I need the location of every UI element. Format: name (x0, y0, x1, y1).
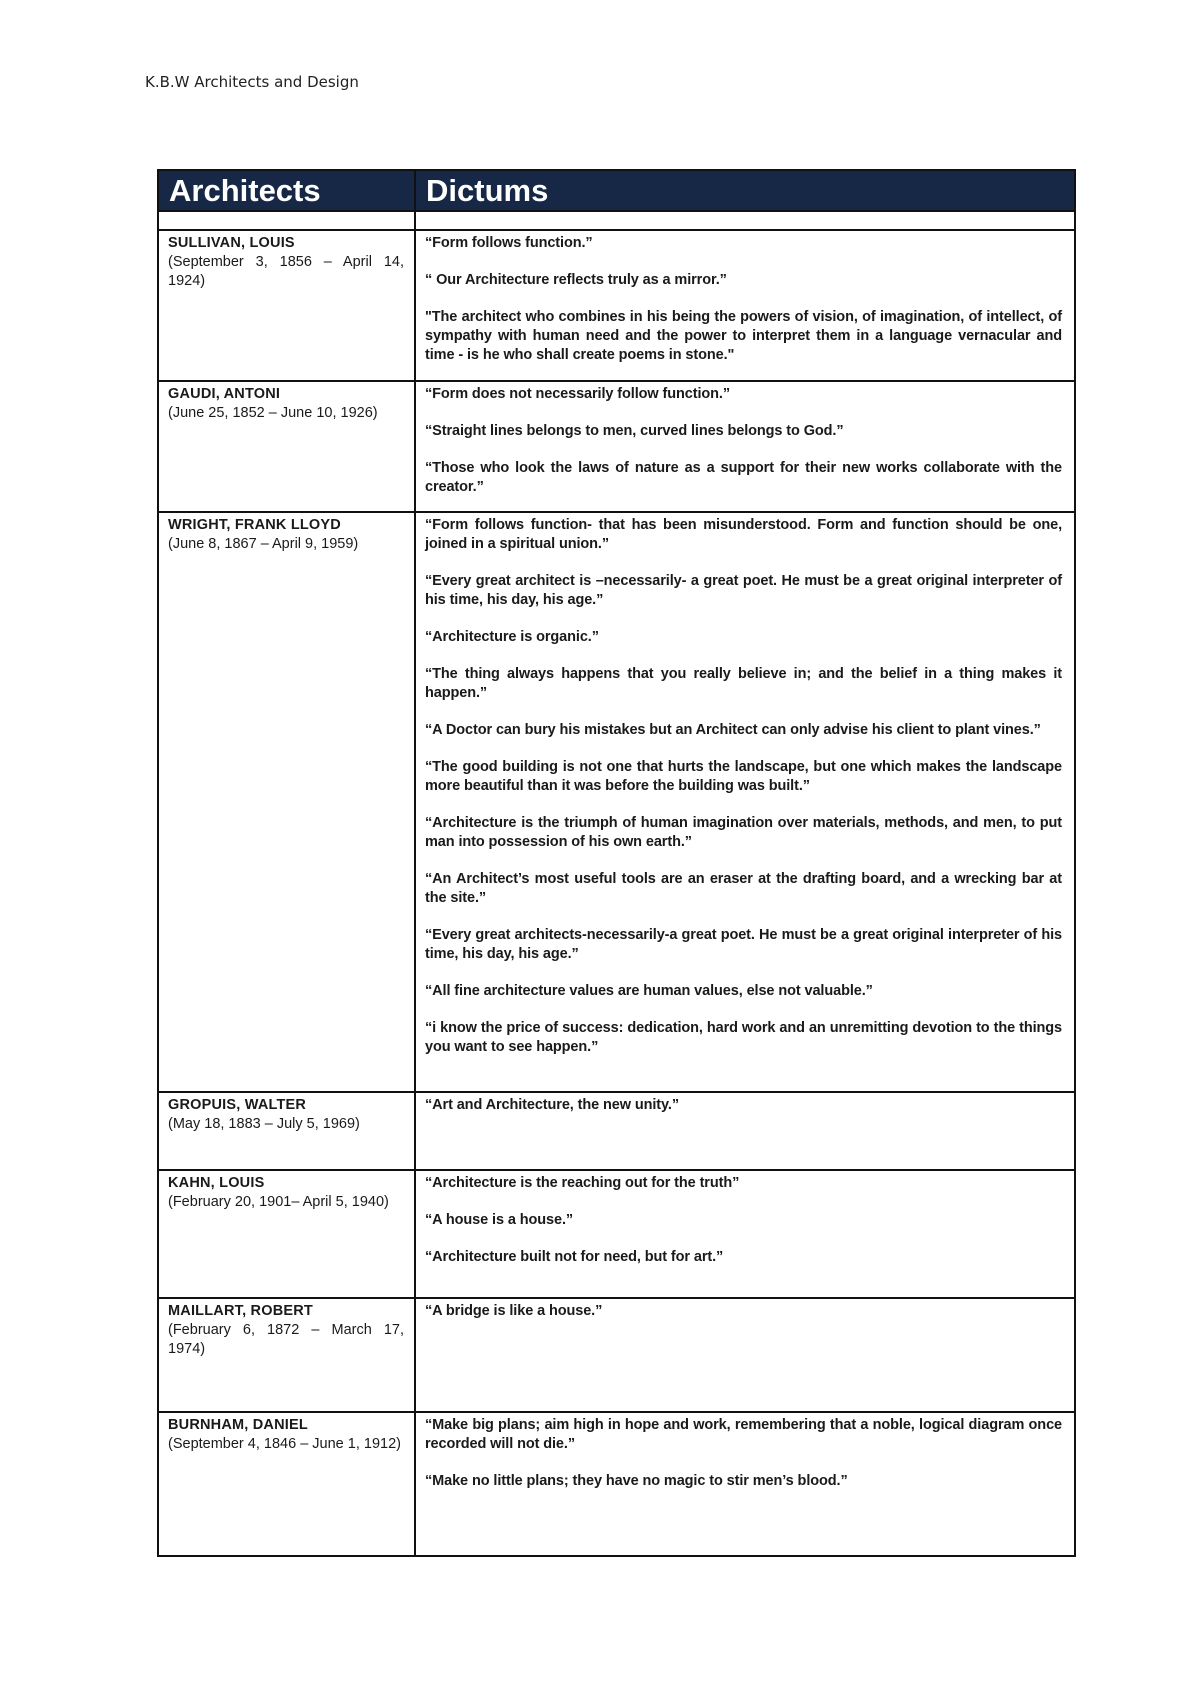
dictum-quote: “Form does not necessarily follow function.” (425, 386, 730, 402)
dictum-cell (415, 1298, 1075, 1412)
architect-dates: (September 3, 1856 – April 14, 1924) (168, 254, 404, 289)
company-header: K.B.W Architects and Design (145, 73, 359, 91)
architect-cell (158, 230, 415, 381)
architect-name: SULLIVAN, LOUIS (168, 235, 295, 251)
dictum-quote: “Straight lines belongs to men, curved lines belongs to God.” (425, 423, 844, 439)
table-row (158, 512, 1075, 1092)
dictum-quote: “Every great architects-necessarily-a great poet. He must be a great original interpreter of his time, his day, his age.” (425, 927, 1062, 962)
dictum-quote: “Architecture built not for need, but for art.” (425, 1249, 724, 1265)
architect-dates: (June 8, 1867 – April 9, 1959) (168, 536, 359, 552)
architect-name: GROPUIS, WALTER (168, 1097, 307, 1113)
dictum-quote: "The architect who combines in his being the powers of vision, of imagination, of intellect, of sympathy with human need and the power to interpret them in a language vernacular and time - is he who shall create poems in stone." (425, 309, 1062, 363)
dictum-quote: “Make no little plans; they have no magic to stir men’s blood.” (425, 1473, 848, 1489)
table-row (158, 230, 1075, 381)
dictum-quote: “A Doctor can bury his mistakes but an Architect can only advise his client to plant vines.” (425, 722, 1041, 738)
architect-name: MAILLART, ROBERT (168, 1303, 313, 1319)
column-header-dictums: Dictums (415, 170, 1075, 211)
architect-dates: (February 6, 1872 – March 17, 1974) (168, 1322, 404, 1357)
architect-dates: (September 4, 1846 – June 1, 1912) (168, 1436, 401, 1452)
spacer-row (158, 211, 1075, 230)
dictum-cell (415, 381, 1075, 512)
dictum-quote: “Architecture is the reaching out for the truth” (425, 1175, 740, 1191)
dictum-quote: “Art and Architecture, the new unity.” (425, 1097, 680, 1113)
architect-cell (158, 512, 415, 1092)
dictum-quote: “The good building is not one that hurts the landscape, but one which makes the landscape more beautiful than it was before the building was built.” (425, 759, 1062, 794)
dictum-quote: “The thing always happens that you really believe in; and the belief in a thing makes it happen.” (425, 666, 1062, 701)
dictum-quote: “Architecture is organic.” (425, 629, 599, 645)
dictum-quote: “Those who look the laws of nature as a support for their new works collaborate with the creator.” (425, 460, 1062, 495)
architect-dates: (February 20, 1901– April 5, 1940) (168, 1194, 389, 1210)
table-row (158, 1092, 1075, 1170)
dictum-cell (415, 230, 1075, 381)
dictum-quote: “A bridge is like a house.” (425, 1303, 603, 1319)
dictum-quote: “ Our Architecture reflects truly as a mirror.” (425, 272, 727, 288)
table-row (158, 1170, 1075, 1298)
column-header-architects: Architects (158, 170, 415, 211)
dictum-quote: “i know the price of success: dedication, hard work and an unremitting devotion to the things you want to see happen.” (425, 1020, 1062, 1055)
architect-name: BURNHAM, DANIEL (168, 1417, 308, 1433)
dictum-cell (415, 512, 1075, 1092)
architect-cell (158, 1092, 415, 1170)
architect-cell (158, 1170, 415, 1298)
architect-cell (158, 1412, 415, 1556)
spacer-cell (158, 211, 415, 230)
dictum-quote: “Every great architect is –necessarily- a great poet. He must be a great original interpreter of his time, his day, his age.” (425, 573, 1062, 608)
dictum-quote: “Make big plans; aim high in hope and work, remembering that a noble, logical diagram once recorded will not die.” (425, 1417, 1062, 1452)
dictum-quote: “An Architect’s most useful tools are an eraser at the drafting board, and a wrecking bar at the site.” (425, 871, 1062, 906)
dictum-quote: “Form follows function- that has been misunderstood. Form and function should be one, joined in a spiritual union.” (425, 517, 1062, 552)
architect-cell (158, 1298, 415, 1412)
table-row (158, 1298, 1075, 1412)
dictum-quote: “Form follows function.” (425, 235, 593, 251)
architect-dates: (June 25, 1852 – June 10, 1926) (168, 405, 378, 421)
table-header-row (158, 170, 1075, 211)
table-row (158, 381, 1075, 512)
dictum-cell (415, 1092, 1075, 1170)
architect-name: GAUDI, ANTONI (168, 386, 281, 402)
architect-name: WRIGHT, FRANK LLOYD (168, 517, 341, 533)
dictum-cell (415, 1170, 1075, 1298)
dictum-quote: “All fine architecture values are human values, else not valuable.” (425, 983, 873, 999)
architects-dictums-table (157, 169, 1076, 1557)
architect-name: KAHN, LOUIS (168, 1175, 265, 1191)
table-row (158, 1412, 1075, 1556)
architect-dates: (May 18, 1883 – July 5, 1969) (168, 1116, 360, 1132)
architect-cell (158, 381, 415, 512)
dictum-cell (415, 1412, 1075, 1556)
dictum-quote: “A house is a house.” (425, 1212, 574, 1228)
dictum-quote: “Architecture is the triumph of human imagination over materials, methods, and men, to put man into possession of his own earth.” (425, 815, 1062, 850)
spacer-cell (415, 211, 1075, 230)
